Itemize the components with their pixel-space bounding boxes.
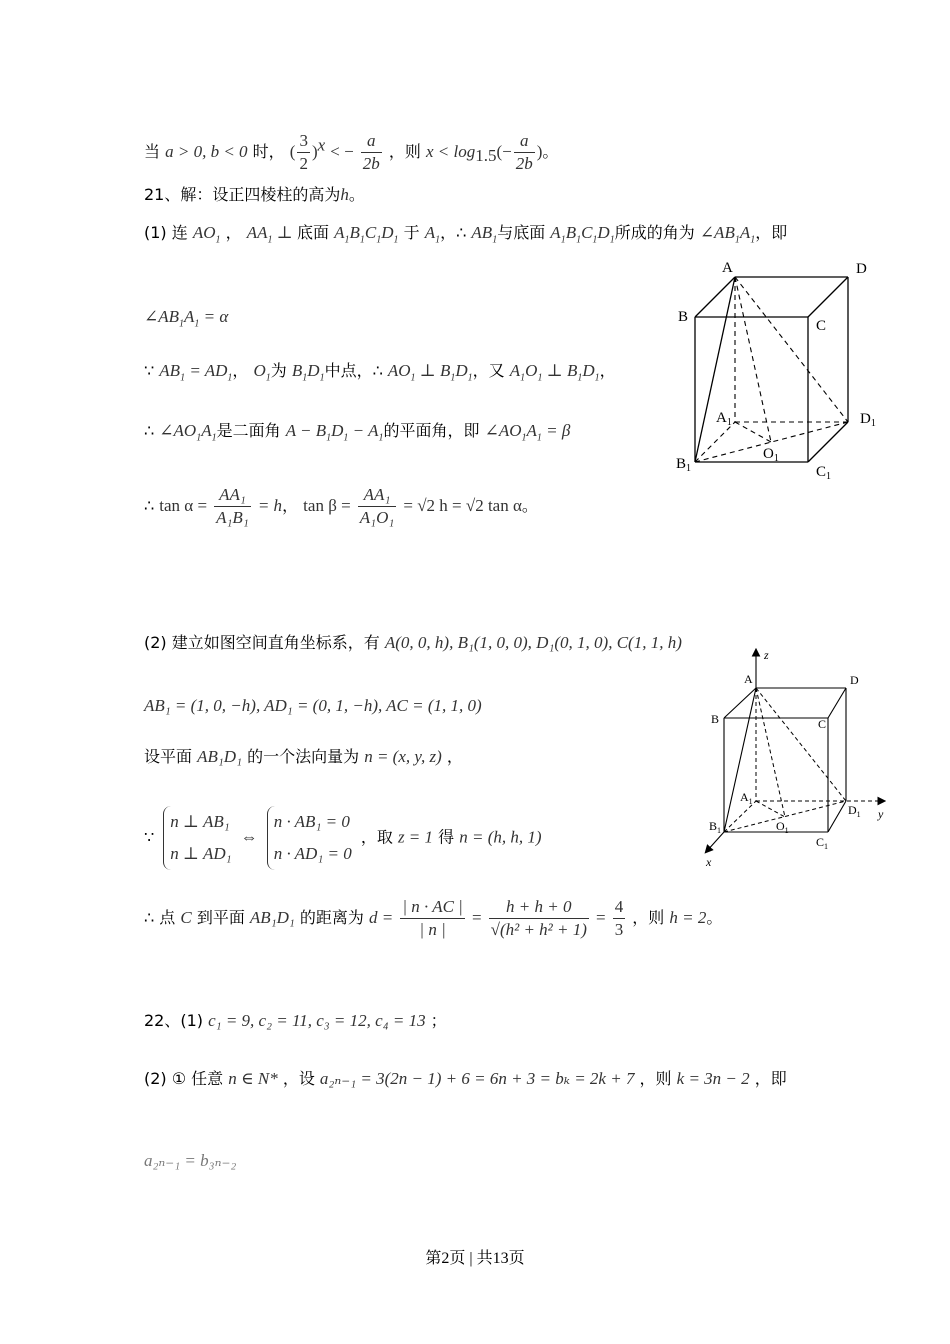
math: h (340, 185, 349, 204)
math (144, 307, 229, 330)
label-subscript: 1 (856, 810, 861, 819)
page-footer: 第2页 | 共13页 (425, 1250, 525, 1267)
line-6 (144, 420, 570, 449)
subscript: 1 (450, 372, 456, 384)
math-part: A (509, 361, 521, 380)
subscript: 1 (179, 318, 185, 330)
condition: n ⊥ AB₁ (170, 812, 230, 831)
text: ，则 (388, 142, 421, 161)
subscript: 1 (378, 432, 384, 444)
math: AB₁ = (1, 0, −h), AD₁ = (0, 1, −h), AC = (1, 1, 0) (144, 696, 482, 715)
subscript: 1 (319, 372, 325, 384)
fraction (489, 896, 589, 941)
subscript: 1 (492, 234, 498, 246)
denominator: A₁B₁ (216, 508, 249, 527)
text: 。 (706, 908, 723, 927)
label-text: A (716, 410, 727, 426)
label-text: D (860, 411, 871, 427)
label-A1 (740, 790, 753, 806)
edge-AD1 (735, 277, 848, 422)
line-2 (144, 184, 365, 206)
text: 时， (252, 142, 285, 161)
math: ) (311, 142, 318, 161)
label-subscript: 1 (824, 842, 829, 851)
math: < − (330, 142, 354, 161)
subscript: 1 (576, 234, 582, 246)
subscript: 1 (302, 372, 308, 384)
math: ( (289, 142, 296, 161)
label-subscript: 1 (826, 471, 832, 482)
math (550, 223, 615, 246)
text: (2) 建立如图空间直角坐标系，有 (144, 633, 380, 652)
math-part: = β (541, 421, 571, 440)
line-13 (144, 1010, 447, 1032)
fraction (361, 130, 382, 175)
text: 到平面 (196, 908, 245, 927)
math-part: D (307, 361, 320, 380)
label-subscript: 1 (773, 453, 779, 464)
math-part: C (364, 223, 377, 242)
label-A1 (716, 410, 732, 428)
edge-AD1 (756, 688, 846, 801)
label-subscript: 1 (686, 463, 692, 474)
text: ∵ (144, 361, 155, 380)
subscript: 1 (750, 234, 756, 246)
label-D1 (860, 411, 876, 429)
numerator: AA₁ (358, 484, 396, 507)
label-subscript: 1 (784, 826, 789, 835)
label-C: C (818, 717, 827, 731)
text: 的距离为 (299, 908, 364, 927)
text: 底面 (297, 223, 330, 242)
math-part: B (291, 361, 303, 380)
denominator: 2b (515, 154, 533, 173)
math: tan β = (303, 496, 351, 515)
label-subscript: 1 (726, 417, 732, 428)
denominator: 2 (299, 154, 308, 173)
numerator: 4 (613, 896, 626, 919)
math: z = 1 (397, 827, 434, 847)
math: n = (h, h, 1) (459, 827, 542, 847)
subscript: 1 (435, 234, 441, 246)
math (699, 223, 756, 246)
numerator: | n · AC | (400, 896, 465, 919)
line-12 (144, 896, 722, 941)
subscript: 1 (577, 372, 583, 384)
math (291, 361, 325, 384)
math: = (596, 908, 606, 927)
edge-AO1 (756, 688, 785, 817)
line-8 (144, 632, 682, 654)
edge-AB1 (695, 277, 735, 462)
subscript: 1 (343, 432, 349, 444)
math: = (471, 908, 482, 927)
math-part: O (525, 361, 538, 380)
subscript: 1 (467, 372, 473, 384)
line-14 (144, 1068, 787, 1090)
math: n = (x, y, z) (364, 747, 442, 766)
math-part: A (739, 223, 751, 242)
math: a₂ₙ₋₁ = b₃ₙ₋₂ (144, 1151, 237, 1170)
subscript: 1 (536, 432, 542, 444)
system-brace (163, 806, 231, 870)
math-part: D (582, 361, 595, 380)
line-3 (144, 222, 787, 251)
label-subscript: 1 (748, 797, 753, 806)
math-part: AB (159, 361, 181, 380)
math: AB₁D₁ (249, 908, 295, 927)
text: ，则 (639, 1069, 672, 1088)
math-part: B (565, 223, 577, 242)
fraction (297, 130, 310, 175)
math-part: AO (192, 223, 216, 242)
subscript: 1 (393, 234, 399, 246)
line-4 (144, 306, 228, 335)
math-part: AA (246, 223, 268, 242)
label-text: B (676, 456, 687, 472)
text: ， (225, 223, 242, 242)
label-O1 (776, 819, 789, 835)
math: = √2 h = √2 tan α (403, 496, 522, 515)
math: c₁ = 9, c₂ = 11, c₃ = 12, c₄ = 13 (208, 1011, 426, 1030)
label-text: C (816, 835, 825, 849)
label-B1 (676, 456, 691, 474)
math-part: AO (387, 361, 411, 380)
subscript: 1 (376, 234, 382, 246)
label-text: B (709, 819, 718, 833)
label-text: O (776, 819, 785, 833)
label-text: A (740, 790, 749, 804)
math (159, 361, 233, 384)
prism-figure-2 (696, 642, 896, 870)
math-part: ⊥ B (542, 361, 578, 380)
math: k = 3n − 2 (676, 1069, 750, 1088)
text: 与底面 (497, 223, 546, 242)
math (253, 361, 271, 384)
text: ，∴ (440, 223, 467, 242)
math: ⇔ (240, 827, 258, 847)
edge-C1D1 (828, 801, 846, 832)
subscript: 1 (194, 318, 200, 330)
text: 设平面 (144, 747, 193, 766)
math-part: D (597, 223, 610, 242)
subscript: 1 (521, 432, 527, 444)
text: 是二面角 (216, 421, 281, 440)
denominator: √(h² + h² + 1) (490, 920, 587, 939)
label-B: B (678, 309, 689, 325)
edge-C1D1 (808, 422, 848, 462)
text: 。 (348, 185, 365, 204)
edge-BA (695, 277, 735, 317)
edge-A1O1 (756, 801, 785, 817)
text: 22、(1) (144, 1011, 204, 1030)
subscript: 1 (196, 432, 202, 444)
math (159, 421, 217, 444)
math-part: D (331, 421, 344, 440)
denominator: | n | (419, 920, 446, 939)
label-O1 (763, 446, 779, 464)
math: a₂ₙ₋₁ = 3(2n − 1) + 6 = 6n + 3 = bₖ = 2k + 7 (319, 1069, 635, 1088)
exponent: x (317, 135, 326, 155)
condition: n ⊥ AD₁ (170, 844, 232, 863)
math-part: A (184, 307, 195, 326)
numerator: AA₁ (214, 484, 251, 507)
line-5 (144, 360, 616, 389)
text: 于 (403, 223, 420, 242)
math: d = (369, 908, 394, 927)
text: 中点，∴ (324, 361, 383, 380)
text: ； (430, 1011, 447, 1030)
subscript: 1 (520, 372, 526, 384)
edge-A1O1 (735, 422, 771, 442)
math: AB₁D₁ (197, 747, 242, 766)
math-part: ∠AO (159, 421, 197, 440)
label-subscript: 1 (717, 826, 722, 835)
label-D: D (850, 673, 859, 687)
label-x: x (706, 855, 712, 869)
condition: n · AD₁ = 0 (273, 844, 352, 863)
math: h = 2 (669, 908, 707, 927)
text: ∴ (144, 496, 155, 515)
denominator: 2b (362, 154, 380, 173)
text: ∴ (144, 421, 155, 440)
text: (1) 连 (144, 223, 188, 242)
label-C1 (816, 464, 831, 482)
math: A(0, 0, h), B₁(1, 0, 0), D₁(0, 1, 0), C(1, 1, h) (384, 633, 682, 652)
math: a > 0, b < 0 (165, 142, 248, 161)
line-9 (144, 695, 482, 717)
label-C1 (816, 835, 828, 851)
denominator: A₁O₁ (359, 508, 395, 527)
edge-AB1 (724, 688, 756, 832)
text: ∵ (144, 827, 155, 847)
text: 的一个法向量为 (247, 747, 360, 766)
label-D1 (848, 803, 861, 819)
text: 的平面角，即 (383, 421, 480, 440)
math-part: A (550, 223, 561, 242)
denominator: 3 (614, 920, 624, 939)
line-10 (144, 746, 463, 768)
fraction (214, 484, 251, 529)
math: = h (257, 496, 283, 515)
edge-B1A1 (695, 422, 735, 462)
math-part: A − B (285, 421, 327, 440)
math (387, 361, 473, 384)
numerator: a (514, 130, 535, 153)
fraction (514, 130, 535, 175)
label-text: C (816, 464, 827, 480)
text: 得 (438, 827, 455, 847)
math: C (180, 908, 192, 927)
prism-figure-1 (670, 252, 890, 484)
text: (2) ① 任意 (144, 1069, 224, 1088)
text: ，则 (632, 908, 665, 927)
condition: n · AB₁ = 0 (273, 812, 350, 831)
math (484, 421, 571, 444)
text: ，即 (754, 1069, 787, 1088)
subscript: 1 (211, 432, 217, 444)
text: ，即 (755, 223, 788, 242)
math-part: C (581, 223, 593, 242)
text: 为 (270, 361, 287, 380)
system-brace (267, 806, 352, 870)
label-C: C (816, 318, 827, 334)
label-A: A (722, 260, 733, 276)
math-part: = α (199, 307, 229, 326)
subscript: 1 (560, 234, 566, 246)
label-subscript: 1 (870, 418, 876, 429)
math: n ∈ N* (228, 1069, 278, 1088)
math-part: ∠AB (144, 307, 180, 326)
math: tan α = (159, 496, 208, 515)
math-part: ∠AB (699, 223, 735, 242)
math-part: − A (348, 421, 379, 440)
math-part: ⊥ B (415, 361, 451, 380)
math-part: A (424, 223, 436, 242)
math (285, 421, 384, 444)
subscript: 1 (609, 234, 615, 246)
subscript: 1.5 (475, 146, 497, 166)
numerator: h + h + 0 (489, 896, 589, 919)
label-B1 (709, 819, 721, 835)
line-11 (144, 806, 542, 870)
subscript: 1 (267, 234, 273, 246)
label-text: O (763, 446, 774, 462)
edge-CD (828, 688, 846, 718)
math (509, 361, 600, 384)
math: x < log (425, 142, 476, 161)
subscript: 1 (180, 372, 186, 384)
edge-CD (808, 277, 848, 317)
subscript: 1 (359, 234, 365, 246)
math (334, 223, 399, 246)
edge-AO1 (735, 277, 771, 442)
text: ， (446, 747, 463, 766)
math: ) (536, 142, 543, 161)
line-7 (144, 484, 538, 529)
text: 。 (542, 142, 559, 161)
text: 当 (144, 142, 161, 161)
fraction (613, 896, 626, 941)
subscript: 1 (734, 234, 740, 246)
subscript: 1 (592, 234, 598, 246)
axis-x (706, 832, 724, 852)
subscript: 1 (594, 372, 600, 384)
math-part: = AD (185, 361, 228, 380)
math-part: A (334, 223, 345, 242)
math (246, 223, 298, 246)
text: 所成的角为 (614, 223, 695, 242)
math-part: AB (471, 223, 493, 242)
subscript: 1 (265, 372, 271, 384)
text: ∴ 点 (144, 908, 176, 927)
math (192, 223, 221, 246)
fraction (358, 484, 396, 529)
math (471, 223, 498, 246)
math-part: O (253, 361, 266, 380)
numerator: a (361, 130, 382, 153)
label-z: z (764, 648, 769, 662)
subscript: 1 (326, 432, 332, 444)
subscript: 1 (215, 234, 221, 246)
label-text: D (848, 803, 857, 817)
line-1 (144, 130, 558, 175)
math-part: ∠AO (484, 421, 522, 440)
math-part: A (201, 421, 212, 440)
text: ，又 (472, 361, 505, 380)
subscript: 1 (410, 372, 416, 384)
math-part: D (455, 361, 468, 380)
subscript: 1 (344, 234, 350, 246)
line-15 (144, 1150, 236, 1172)
label-D: D (856, 261, 867, 277)
text: ，设 (282, 1069, 315, 1088)
fraction (400, 896, 465, 941)
text: ， (599, 361, 616, 380)
math-part: ⊥ (272, 223, 298, 242)
edge-BA (724, 688, 756, 718)
math-part: D (381, 223, 394, 242)
math-part: A (526, 421, 537, 440)
label-y: y (878, 807, 884, 821)
math: (− (496, 142, 512, 161)
math-part: B (349, 223, 360, 242)
numerator: 3 (297, 130, 310, 153)
label-A: A (744, 672, 753, 686)
math (424, 223, 441, 246)
text: 21、解：设正四棱柱的高为 (144, 185, 341, 204)
subscript: 1 (227, 372, 233, 384)
text: ，取 (360, 827, 393, 847)
text: 。 (521, 496, 538, 515)
subscript: 1 (537, 372, 543, 384)
text: ， (232, 361, 249, 380)
text: ， (282, 496, 299, 515)
label-B: B (711, 712, 720, 726)
